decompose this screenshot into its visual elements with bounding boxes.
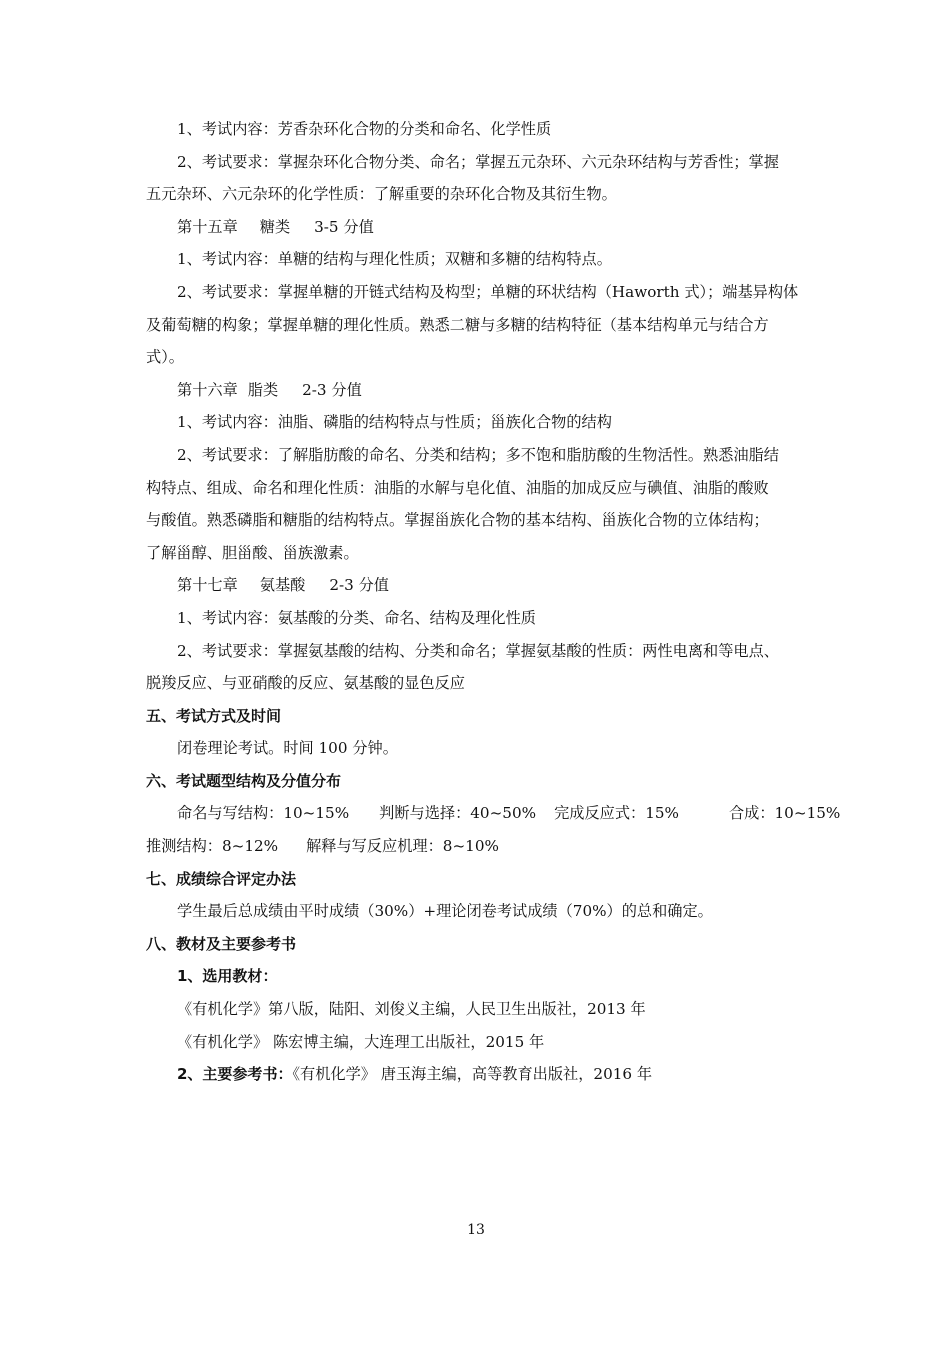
chapter-title: 第十六章 xyxy=(177,380,238,399)
score-distribution-row-2 xyxy=(146,830,840,863)
section-8-heading: 八、教材及主要参考书 xyxy=(146,934,297,953)
section-5-heading: 五、考试方式及时间 xyxy=(146,706,282,725)
ch14-requirements-line-2: 五元杂环、六元杂环的化学性质：了解重要的杂环化合物及其衍生物。 xyxy=(146,185,617,204)
ch16-requirements-line-1: 2、考试要求：了解脂肪酸的命名、分类和结构；多不饱和脂肪酸的生物活性。熟悉油脂结 xyxy=(177,445,779,464)
ch15-content: 1、考试内容：单糖的结构与理化性质；双糖和多糖的结构特点。 xyxy=(177,250,612,269)
section-7-text: 学生最后总成绩由平时成绩（30%）+理论闭卷考试成绩（70%）的总和确定。 xyxy=(177,902,713,921)
score-item: 解释与写反应机理：8~10% xyxy=(306,837,499,856)
chapter-name: 糖类 xyxy=(259,217,291,236)
ch15-requirements-line-3: 式）。 xyxy=(146,348,184,367)
textbook-entry: 《有机化学》第八版，陆阳、刘俊义主编，人民卫生出版社，2013 年 xyxy=(177,1000,646,1019)
chapter-17-heading xyxy=(146,569,840,602)
ch16-requirements-line-3: 与酸值。熟悉磷脂和糖脂的结构特点。掌握甾族化合物的基本结构、甾族化合物的立体结构； xyxy=(146,511,769,530)
score-item: 合成：10~15% xyxy=(728,804,841,823)
textbook-entry: 《有机化学》 陈宏博主编，大连理工出版社，2015 年 xyxy=(177,1032,545,1051)
ch16-content: 1、考试内容：油脂、磷脂的结构特点与性质；甾族化合物的结构 xyxy=(177,413,612,432)
ch17-content: 1、考试内容：氨基酸的分类、命名、结构及理化性质 xyxy=(177,608,536,627)
section-5-text: 闭卷理论考试。时间 100 分钟。 xyxy=(177,739,398,758)
section-7-heading: 七、成绩综合评定办法 xyxy=(146,869,297,888)
score-item: 推测结构：8~12% xyxy=(146,837,279,856)
ch16-requirements-line-2: 构特点、组成、命名和理化性质：油脂的水解与皂化值、油脂的加成反应与碘值、油脂的酸败 xyxy=(146,478,769,497)
score-distribution-row-1 xyxy=(146,797,840,830)
chapter-score: 2-3 分值 xyxy=(329,576,389,595)
ch17-requirements-line-2: 脱羧反应、与亚硝酸的反应、氨基酸的显色反应 xyxy=(146,674,465,693)
chapter-15-heading xyxy=(146,211,840,244)
reference-subheading: 2、主要参考书： xyxy=(177,1065,293,1084)
chapter-16-heading xyxy=(146,374,840,407)
reference-book-entry: 《有机化学》 唐玉海主编，高等教育出版社，2016 年 xyxy=(292,1065,653,1084)
ch14-requirements-line-1: 2、考试要求：掌握杂环化合物分类、命名；掌握五元杂环、六元杂环结构与芳香性；掌握 xyxy=(177,152,779,171)
ch16-requirements-line-4: 了解甾醇、胆甾酸、甾族激素。 xyxy=(146,543,359,562)
ch15-requirements-line-1: 2、考试要求：掌握单糖的开链式结构及构型；单糖的环状结构（Haworth 式）；端基异构体 xyxy=(177,282,799,301)
score-item: 命名与写结构：10~15% xyxy=(177,804,350,823)
score-item: 完成反应式：15% xyxy=(554,804,679,823)
chapter-score: 3-5 分值 xyxy=(314,217,374,236)
section-6-heading: 六、考试题型结构及分值分布 xyxy=(146,771,342,790)
chapter-name: 脂类 xyxy=(247,380,279,399)
textbook-subheading: 1、选用教材： xyxy=(177,967,278,986)
chapter-title: 第十五章 xyxy=(177,217,238,236)
score-item: 判断与选择：40~50% xyxy=(379,804,537,823)
chapter-name: 氨基酸 xyxy=(259,576,306,595)
ch15-requirements-line-2: 及葡萄糖的构象；掌握单糖的理化性质。熟悉二糖与多糖的结构特征（基本结构单元与结合方 xyxy=(146,315,769,334)
ch14-content: 1、考试内容：芳香杂环化合物的分类和命名、化学性质 xyxy=(177,120,552,138)
chapter-score: 2-3 分值 xyxy=(302,380,362,399)
ch17-requirements-line-1: 2、考试要求：掌握氨基酸的结构、分类和命名；掌握氨基酸的性质：两性电离和等电点、 xyxy=(177,641,779,660)
chapter-title: 第十七章 xyxy=(177,576,238,595)
reference-book-line xyxy=(146,1058,840,1091)
page-number: 13 xyxy=(467,1222,485,1238)
